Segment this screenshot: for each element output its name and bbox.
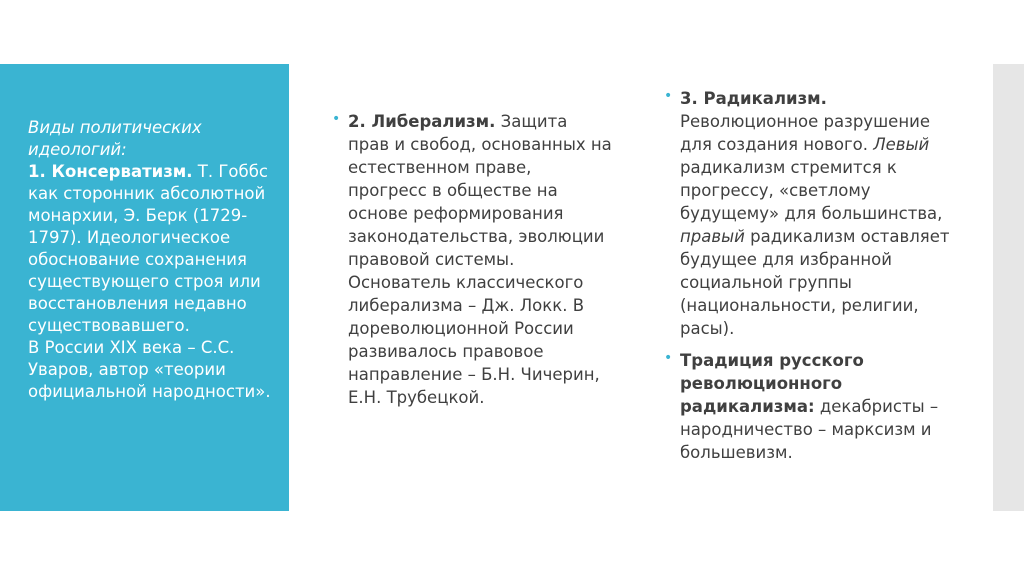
radicalism-text-a: Революционное разрушение для создания нового.	[680, 112, 930, 154]
right-word: правый	[680, 227, 745, 246]
liberalism-title: 2. Либерализм.	[348, 112, 496, 131]
bullet-icon: •	[332, 111, 341, 127]
left-word: Левый	[873, 135, 930, 154]
conservatism-block	[28, 117, 278, 403]
conservatism-russia-text: В России XIX века – С.С. Уваров, автор «теории официальной народности».	[28, 338, 271, 401]
tradition-text: декабристы – народничество – марксизм и большевизм.	[680, 397, 939, 462]
tradition-title: Традиция русского революционного радикализма:	[680, 351, 864, 416]
liberalism-column	[332, 110, 612, 418]
bullet-icon: •	[664, 350, 673, 366]
radicalism-text-b: радикализм стремится к прогрессу, «светлому будущему» для большинства,	[680, 158, 943, 223]
radicalism-bullet	[664, 87, 954, 340]
tradition-bullet	[664, 349, 954, 464]
right-gray-strip	[993, 64, 1024, 511]
radicalism-column	[664, 87, 954, 473]
ideologies-heading: Виды политических идеологий:	[28, 118, 202, 159]
conservatism-text: Т. Гоббс как сторонник абсолютной монархии, Э. Берк (1729-1797). Идеологическое обоснование сохранения существующего строя или восстановления недавно существовавшего.	[28, 162, 268, 335]
bullet-icon: •	[664, 88, 673, 104]
conservatism-title: 1. Консерватизм.	[28, 162, 193, 181]
radicalism-text-c: радикализм оставляет будущее для избранной социальной группы (национальности, религии, расы).	[680, 227, 950, 338]
radicalism-title: 3. Радикализм.	[680, 89, 827, 108]
liberalism-bullet	[332, 110, 612, 409]
conservatism-paragraph	[28, 161, 278, 337]
liberalism-text: Защита прав и свобод, основанных на естественном праве, прогресс в обществе на основе реформирования законодательства, эволюции правовой системы. Основатель классического либерализма – Дж. Локк. В дореволюционной России развивалось правовое направление – Б.Н. Чичерин, Е.Н. Трубецкой.	[348, 112, 612, 407]
